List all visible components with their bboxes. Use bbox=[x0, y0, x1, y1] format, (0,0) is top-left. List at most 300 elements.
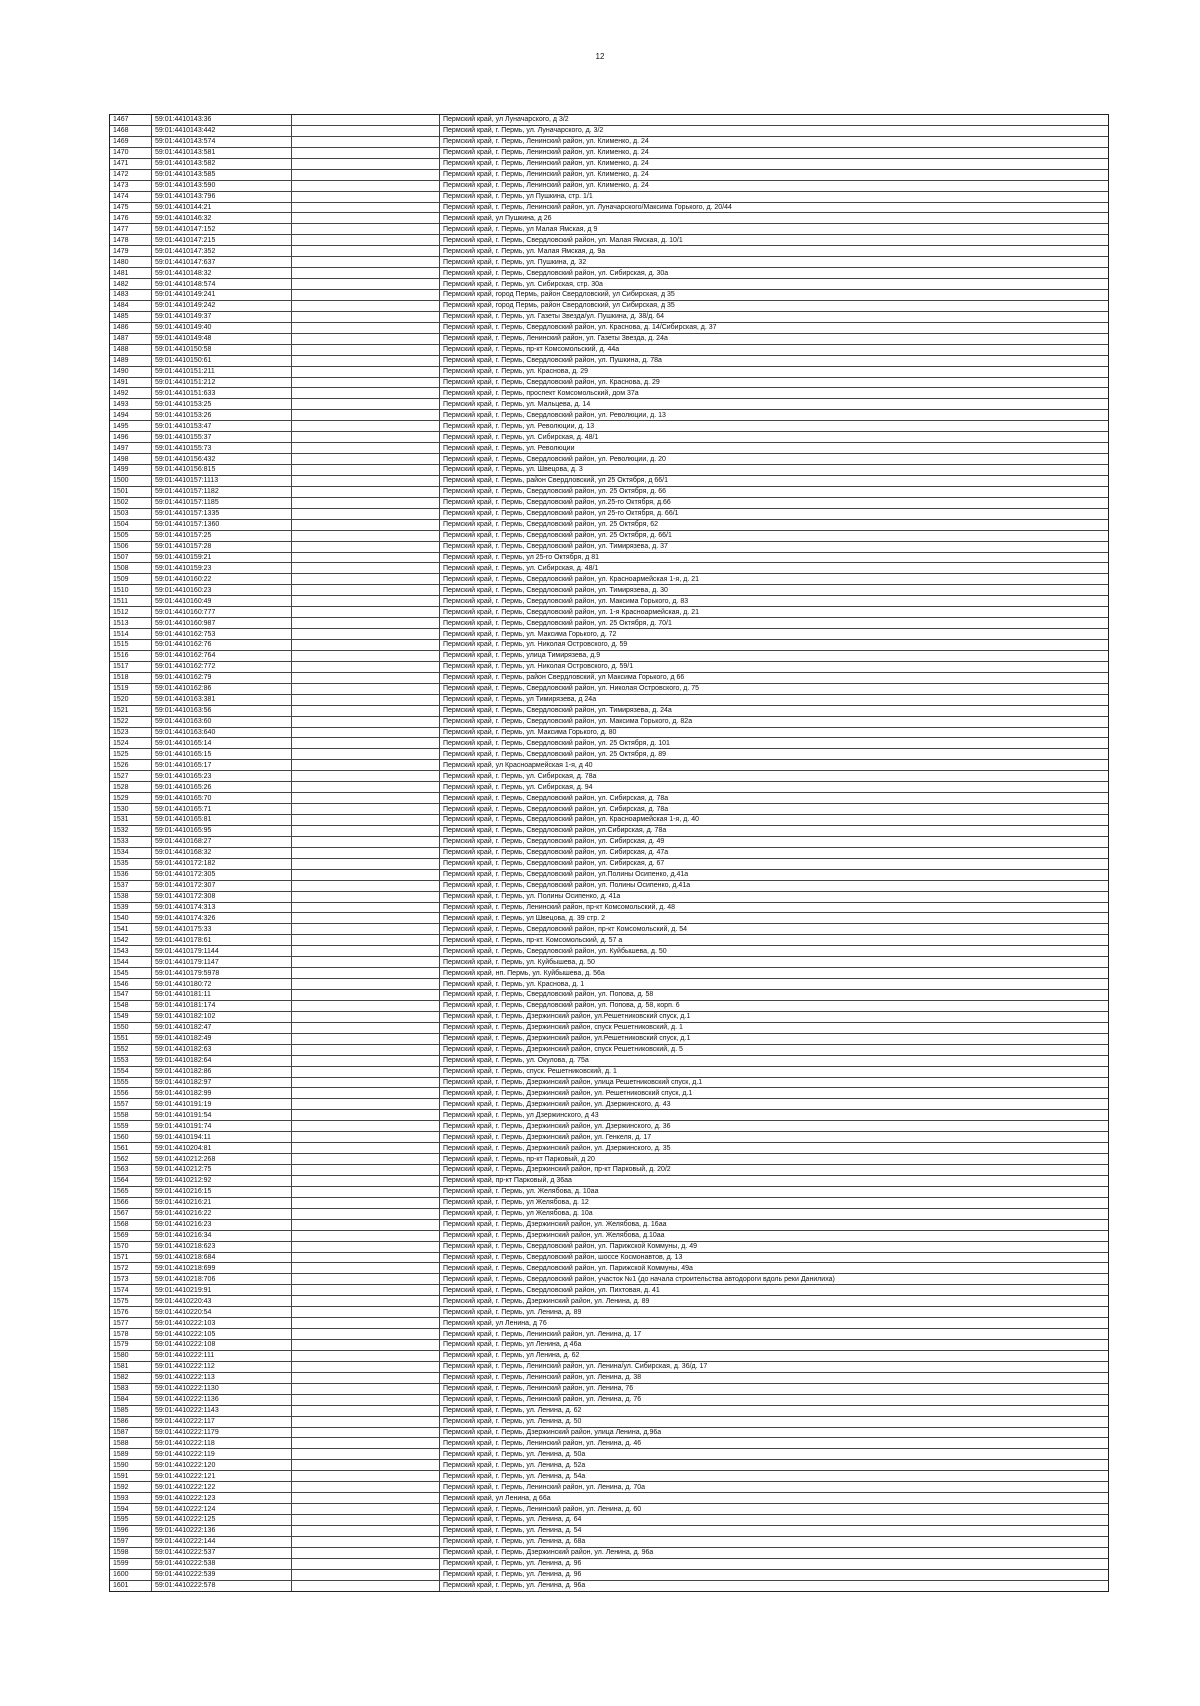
table-row bbox=[110, 1351, 1108, 1362]
row-number-cell: 1473 bbox=[110, 181, 152, 191]
cadastral-number-cell: 59:01:4410151:211 bbox=[152, 367, 292, 377]
row-number-cell: 1533 bbox=[110, 837, 152, 847]
cadastral-number-cell: 59:01:4410162:86 bbox=[152, 684, 292, 694]
cadastral-number-cell: 59:01:4410146:32 bbox=[152, 213, 292, 223]
cadastral-number-cell: 59:01:4410149:241 bbox=[152, 290, 292, 300]
cadastral-number-cell: 59:01:4410165:81 bbox=[152, 815, 292, 825]
cadastral-number-cell: 59:01:4410182:99 bbox=[152, 1088, 292, 1098]
address-cell: Пермский край, г. Пермь, Свердловский район, ул. Сибирская, д. 67 bbox=[443, 860, 665, 868]
empty-cell bbox=[292, 924, 440, 934]
empty-cell bbox=[292, 618, 440, 628]
row-number-cell: 1491 bbox=[110, 378, 152, 388]
address-cell: Пермский край, г. Пермь, Свердловский район, ул. Николая Островского, д. 75 bbox=[443, 685, 700, 693]
empty-cell bbox=[292, 367, 440, 377]
row-number-cell: 1596 bbox=[110, 1526, 152, 1536]
empty-cell bbox=[292, 224, 440, 234]
cadastral-number-cell: 59:01:4410220:43 bbox=[152, 1296, 292, 1306]
table-row bbox=[110, 1067, 1108, 1078]
address-cell: Пермский край, г. Пермь, Дзержинский район, ул.Решетниковский спуск, д.1 bbox=[443, 1013, 691, 1021]
empty-cell bbox=[292, 213, 440, 223]
row-number-cell: 1512 bbox=[110, 607, 152, 617]
empty-cell bbox=[292, 979, 440, 989]
empty-cell bbox=[292, 1056, 440, 1066]
empty-cell bbox=[292, 1253, 440, 1263]
cadastral-number-cell: 59:01:4410219:91 bbox=[152, 1285, 292, 1295]
cadastral-number-cell: 59:01:4410204:81 bbox=[152, 1143, 292, 1153]
row-number-cell: 1496 bbox=[110, 432, 152, 442]
cadastral-number-cell: 59:01:4410222:578 bbox=[152, 1581, 292, 1591]
row-number-cell: 1514 bbox=[110, 629, 152, 639]
empty-cell bbox=[292, 388, 440, 398]
page-number: 12 bbox=[595, 52, 605, 61]
table-row bbox=[110, 1438, 1108, 1449]
address-cell: Пермский край, пр-кт Парковый, д 36аа bbox=[443, 1177, 572, 1185]
table-row bbox=[110, 301, 1108, 312]
address-cell: Пермский край, г. Пермь, Ленинский район, ул. Ленина, д. 70а bbox=[443, 1483, 646, 1491]
cadastral-number-cell: 59:01:4410222:136 bbox=[152, 1526, 292, 1536]
row-number-cell: 1555 bbox=[110, 1078, 152, 1088]
empty-cell bbox=[292, 137, 440, 147]
table-row bbox=[110, 968, 1108, 979]
address-cell: Пермский край, г. Пермь, Свердловский район, ул. 25 Октября, д. 101 bbox=[443, 739, 670, 747]
table-row bbox=[110, 651, 1108, 662]
cadastral-number-cell: 59:01:4410163:381 bbox=[152, 695, 292, 705]
row-number-cell: 1499 bbox=[110, 465, 152, 475]
row-number-cell: 1492 bbox=[110, 388, 152, 398]
empty-cell bbox=[292, 837, 440, 847]
cadastral-number-cell: 59:01:4410148:32 bbox=[152, 268, 292, 278]
table-row bbox=[110, 1110, 1108, 1121]
table-row bbox=[110, 1253, 1108, 1264]
cadastral-number-cell: 59:01:4410151:633 bbox=[152, 388, 292, 398]
empty-cell bbox=[292, 115, 440, 125]
address-cell: Пермский край, г. Пермь, Свердловский район, ул. 25 Октября, д. 66/1 bbox=[443, 532, 672, 540]
row-number-cell: 1592 bbox=[110, 1482, 152, 1492]
row-number-cell: 1526 bbox=[110, 760, 152, 770]
row-number-cell: 1476 bbox=[110, 213, 152, 223]
table-row bbox=[110, 268, 1108, 279]
row-number-cell: 1535 bbox=[110, 859, 152, 869]
cadastral-number-cell: 59:01:4410212:268 bbox=[152, 1154, 292, 1164]
address-cell: Пермский край, г. Пермь, Свердловский район, ул. Красноармейская 1-я, д. 40 bbox=[443, 816, 699, 824]
cadastral-number-cell: 59:01:4410218:699 bbox=[152, 1263, 292, 1273]
table-row bbox=[110, 312, 1108, 323]
address-cell: Пермский край, ул Ленина, д 76 bbox=[443, 1319, 547, 1327]
table-row bbox=[110, 618, 1108, 629]
empty-cell bbox=[292, 815, 440, 825]
cadastral-number-cell: 59:01:4410153:26 bbox=[152, 410, 292, 420]
table-row bbox=[110, 1570, 1108, 1581]
row-number-cell: 1481 bbox=[110, 268, 152, 278]
address-cell: Пермский край, г. Пермь, Ленинский район, ул. Клименко, д. 24 bbox=[443, 149, 649, 157]
address-cell: Пермский край, г. Пермь, Свердловский район, ул. Революции, д. 20 bbox=[443, 455, 666, 463]
row-number-cell: 1569 bbox=[110, 1231, 152, 1241]
table-row bbox=[110, 509, 1108, 520]
table-row bbox=[110, 815, 1108, 826]
empty-cell bbox=[292, 356, 440, 366]
empty-cell bbox=[292, 684, 440, 694]
empty-cell bbox=[292, 312, 440, 322]
address-cell: Пермский край, г. Пермь, ул. Куйбышева, д. 50 bbox=[443, 958, 595, 966]
address-cell: Пермский край, г. Пермь, ул. Ленина, д. 54 bbox=[443, 1527, 582, 1535]
cadastral-number-cell: 59:01:4410157:28 bbox=[152, 542, 292, 552]
empty-cell bbox=[292, 410, 440, 420]
empty-cell bbox=[292, 1515, 440, 1525]
address-cell: Пермский край, г. Пермь, Ленинский район, ул. Клименко, д. 24 bbox=[443, 171, 649, 179]
empty-cell bbox=[292, 782, 440, 792]
cadastral-number-cell: 59:01:4410168:27 bbox=[152, 837, 292, 847]
address-cell: Пермский край, г. Пермь, ул. Ленина, д. 96 bbox=[443, 1560, 582, 1568]
row-number-cell: 1600 bbox=[110, 1570, 152, 1580]
cadastral-number-cell: 59:01:4410218:684 bbox=[152, 1253, 292, 1263]
table-row bbox=[110, 1329, 1108, 1340]
empty-cell bbox=[292, 235, 440, 245]
address-cell: Пермский край, г. Пермь, ул. Революции bbox=[443, 444, 575, 452]
address-cell: Пермский край, г. Пермь, ул. Ленина, д. 54а bbox=[443, 1472, 586, 1480]
empty-cell bbox=[292, 1417, 440, 1427]
row-number-cell: 1495 bbox=[110, 421, 152, 431]
address-cell: Пермский край, г. Пермь, ул. Сибирская, д. 78а bbox=[443, 772, 597, 780]
empty-cell bbox=[292, 1406, 440, 1416]
table-row bbox=[110, 170, 1108, 181]
row-number-cell: 1516 bbox=[110, 651, 152, 661]
address-cell: Пермский край, г. Пермь, Дзержинский район, ул. Желябова, д.10аа bbox=[443, 1232, 665, 1240]
cadastral-number-cell: 59:01:4410159:21 bbox=[152, 553, 292, 563]
table-row bbox=[110, 1307, 1108, 1318]
cadastral-number-cell: 59:01:4410212:75 bbox=[152, 1165, 292, 1175]
table-row bbox=[110, 585, 1108, 596]
empty-cell bbox=[292, 465, 440, 475]
address-cell: Пермский край, г. Пермь, ул. Николая Островского, д. 59/1 bbox=[443, 663, 634, 671]
table-row bbox=[110, 629, 1108, 640]
row-number-cell: 1577 bbox=[110, 1318, 152, 1328]
row-number-cell: 1552 bbox=[110, 1045, 152, 1055]
empty-cell bbox=[292, 640, 440, 650]
table-row bbox=[110, 246, 1108, 257]
address-cell: Пермский край, г. Пермь, ул. Луначарского, д. 3/2 bbox=[443, 127, 604, 135]
cadastral-number-cell: 59:01:4410222:538 bbox=[152, 1559, 292, 1569]
table-row bbox=[110, 782, 1108, 793]
row-number-cell: 1580 bbox=[110, 1351, 152, 1361]
cadastral-number-cell: 59:01:4410222:108 bbox=[152, 1340, 292, 1350]
row-number-cell: 1484 bbox=[110, 301, 152, 311]
row-number-cell: 1475 bbox=[110, 203, 152, 213]
cadastral-number-cell: 59:01:4410172:307 bbox=[152, 881, 292, 891]
cadastral-number-cell: 59:01:4410163:56 bbox=[152, 706, 292, 716]
cadastral-number-cell: 59:01:4410222:1143 bbox=[152, 1406, 292, 1416]
row-number-cell: 1517 bbox=[110, 662, 152, 672]
empty-cell bbox=[292, 717, 440, 727]
row-number-cell: 1576 bbox=[110, 1307, 152, 1317]
address-cell: Пермский край, ул Пушкина, д 26 bbox=[443, 214, 552, 222]
empty-cell bbox=[292, 126, 440, 136]
table-row bbox=[110, 126, 1108, 137]
empty-cell bbox=[292, 498, 440, 508]
table-row bbox=[110, 257, 1108, 268]
row-number-cell: 1510 bbox=[110, 585, 152, 595]
row-number-cell: 1486 bbox=[110, 323, 152, 333]
cadastral-number-cell: 59:01:4410216:34 bbox=[152, 1231, 292, 1241]
empty-cell bbox=[292, 651, 440, 661]
table-row bbox=[110, 487, 1108, 498]
cadastral-number-cell: 59:01:4410163:60 bbox=[152, 717, 292, 727]
address-cell: Пермский край, г. Пермь, Свердловский район, ул. Полины Осипенко, д.41а bbox=[443, 882, 691, 890]
cadastral-number-cell: 59:01:4410149:40 bbox=[152, 323, 292, 333]
row-number-cell: 1525 bbox=[110, 749, 152, 759]
address-cell: Пермский край, г. Пермь, Ленинский район, ул. Ленина, 76 bbox=[443, 1385, 634, 1393]
cadastral-number-cell: 59:01:4410157:1360 bbox=[152, 520, 292, 530]
row-number-cell: 1578 bbox=[110, 1329, 152, 1339]
table-row bbox=[110, 378, 1108, 389]
table-row bbox=[110, 848, 1108, 859]
cadastral-number-cell: 59:01:4410182:102 bbox=[152, 1012, 292, 1022]
row-number-cell: 1595 bbox=[110, 1515, 152, 1525]
empty-cell bbox=[292, 706, 440, 716]
empty-cell bbox=[292, 1001, 440, 1011]
row-number-cell: 1519 bbox=[110, 684, 152, 694]
address-cell: Пермский край, г. Пермь, Дзержинский район, ул. Ленина, д. 89 bbox=[443, 1297, 650, 1305]
address-cell: Пермский край, г. Пермь, ул. Желябова, д. 10аа bbox=[443, 1188, 599, 1196]
address-cell: Пермский край, г. Пермь, Ленинский район, ул. Клименко, д. 24 bbox=[443, 138, 649, 146]
row-number-cell: 1477 bbox=[110, 224, 152, 234]
address-cell: Пермский край, г. Пермь, Ленинский район, ул. Ленина, д. 38 bbox=[443, 1374, 642, 1382]
row-number-cell: 1589 bbox=[110, 1449, 152, 1459]
cadastral-number-cell: 59:01:4410216:21 bbox=[152, 1198, 292, 1208]
row-number-cell: 1485 bbox=[110, 312, 152, 322]
cadastral-number-cell: 59:01:4410191:19 bbox=[152, 1099, 292, 1109]
row-number-cell: 1559 bbox=[110, 1121, 152, 1131]
table-row bbox=[110, 345, 1108, 356]
table-row bbox=[110, 1526, 1108, 1537]
empty-cell bbox=[292, 662, 440, 672]
row-number-cell: 1594 bbox=[110, 1504, 152, 1514]
address-cell: Пермский край, г. Пермь, ул. Ленина, д. 50а bbox=[443, 1450, 586, 1458]
table-row bbox=[110, 1318, 1108, 1329]
row-number-cell: 1534 bbox=[110, 848, 152, 858]
address-cell: Пермский край, г. Пермь, ул. Полины Осипенко, д. 41а bbox=[443, 893, 621, 901]
cadastral-number-cell: 59:01:4410147:637 bbox=[152, 257, 292, 267]
cadastral-number-cell: 59:01:4410222:112 bbox=[152, 1362, 292, 1372]
row-number-cell: 1566 bbox=[110, 1198, 152, 1208]
empty-cell bbox=[292, 542, 440, 552]
address-cell: Пермский край, г. Пермь, Свердловский район, ул. Парижской Коммуны, 49а bbox=[443, 1264, 693, 1272]
table-row bbox=[110, 1493, 1108, 1504]
empty-cell bbox=[292, 148, 440, 158]
table-row bbox=[110, 181, 1108, 192]
table-row bbox=[110, 749, 1108, 760]
empty-cell bbox=[292, 1242, 440, 1252]
cadastral-number-cell: 59:01:4410182:49 bbox=[152, 1034, 292, 1044]
row-number-cell: 1489 bbox=[110, 356, 152, 366]
address-cell: Пермский край, г. Пермь, ул. Ленина, д. 50 bbox=[443, 1418, 582, 1426]
address-cell: Пермский край, г. Пермь, ул. Мальцева, д. 14 bbox=[443, 400, 591, 408]
row-number-cell: 1558 bbox=[110, 1110, 152, 1120]
empty-cell bbox=[292, 279, 440, 289]
cadastral-number-cell: 59:01:4410182:97 bbox=[152, 1078, 292, 1088]
empty-cell bbox=[292, 793, 440, 803]
table-row bbox=[110, 870, 1108, 881]
row-number-cell: 1474 bbox=[110, 192, 152, 202]
address-cell: Пермский край, г. Пермь, Ленинский район, ул. Луначарского/Максима Горького, д. 20/44 bbox=[443, 203, 732, 211]
table-row bbox=[110, 1537, 1108, 1548]
empty-cell bbox=[292, 1537, 440, 1547]
row-number-cell: 1536 bbox=[110, 870, 152, 880]
row-number-cell: 1532 bbox=[110, 826, 152, 836]
empty-cell bbox=[292, 159, 440, 169]
cadastral-number-cell: 59:01:4410147:152 bbox=[152, 224, 292, 234]
empty-cell bbox=[292, 1045, 440, 1055]
cadastral-number-cell: 59:01:4410174:326 bbox=[152, 913, 292, 923]
row-number-cell: 1488 bbox=[110, 345, 152, 355]
table-row bbox=[110, 1548, 1108, 1559]
row-number-cell: 1482 bbox=[110, 279, 152, 289]
cadastral-number-cell: 59:01:4410172:182 bbox=[152, 859, 292, 869]
address-cell: Пермский край, г. Пермь, ул. Пушкина, д. 32 bbox=[443, 258, 587, 266]
cadastral-number-cell: 59:01:4410172:308 bbox=[152, 892, 292, 902]
table-row bbox=[110, 553, 1108, 564]
cadastral-number-cell: 59:01:4410147:215 bbox=[152, 235, 292, 245]
address-cell: Пермский край, г. Пермь, Свердловский район, шоссе Космонавтов, д. 13 bbox=[443, 1253, 683, 1261]
table-row bbox=[110, 957, 1108, 968]
row-number-cell: 1541 bbox=[110, 924, 152, 934]
empty-cell bbox=[292, 903, 440, 913]
row-number-cell: 1572 bbox=[110, 1263, 152, 1273]
empty-cell bbox=[292, 1099, 440, 1109]
address-cell: Пермский край, г. Пермь, ул Швецова, д. 39 стр. 2 bbox=[443, 914, 606, 922]
table-row bbox=[110, 399, 1108, 410]
cadastral-number-cell: 59:01:4410222:111 bbox=[152, 1351, 292, 1361]
row-number-cell: 1521 bbox=[110, 706, 152, 716]
cadastral-number-cell: 59:01:4410191:54 bbox=[152, 1110, 292, 1120]
table-row bbox=[110, 793, 1108, 804]
empty-cell bbox=[292, 738, 440, 748]
cadastral-number-cell: 59:01:4410222:123 bbox=[152, 1493, 292, 1503]
cadastral-number-cell: 59:01:4410182:47 bbox=[152, 1023, 292, 1033]
row-number-cell: 1506 bbox=[110, 542, 152, 552]
row-number-cell: 1587 bbox=[110, 1428, 152, 1438]
empty-cell bbox=[292, 1187, 440, 1197]
table-row bbox=[110, 1384, 1108, 1395]
row-number-cell: 1545 bbox=[110, 968, 152, 978]
table-row bbox=[110, 542, 1108, 553]
cadastral-number-cell: 59:01:4410165:17 bbox=[152, 760, 292, 770]
table-row bbox=[110, 465, 1108, 476]
table-row bbox=[110, 607, 1108, 618]
cadastral-number-cell: 59:01:4410179:1144 bbox=[152, 946, 292, 956]
empty-cell bbox=[292, 334, 440, 344]
row-number-cell: 1542 bbox=[110, 935, 152, 945]
table-row bbox=[110, 159, 1108, 170]
address-cell: Пермский край, г. Пермь, ул 25-го Октября, д 81 bbox=[443, 553, 599, 561]
cadastral-number-cell: 59:01:4410172:305 bbox=[152, 870, 292, 880]
row-number-cell: 1547 bbox=[110, 990, 152, 1000]
address-cell: Пермский край, г. Пермь, ул. Максима Горького, д. 80 bbox=[443, 728, 617, 736]
address-cell: Пермский край, г. Пермь, Свердловский район, ул. Малая Ямская, д. 10/1 bbox=[443, 236, 683, 244]
empty-cell bbox=[292, 520, 440, 530]
cadastral-number-cell: 59:01:4410148:574 bbox=[152, 279, 292, 289]
cadastral-number-cell: 59:01:4410165:26 bbox=[152, 782, 292, 792]
row-number-cell: 1520 bbox=[110, 695, 152, 705]
cadastral-number-cell: 59:01:4410165:71 bbox=[152, 804, 292, 814]
cadastral-number-cell: 59:01:4410149:48 bbox=[152, 334, 292, 344]
address-cell: Пермский край, г. Пермь, Свердловский район, ул. 25 Октября, д. 70/1 bbox=[443, 619, 672, 627]
cadastral-number-cell: 59:01:4410216:15 bbox=[152, 1187, 292, 1197]
table-row bbox=[110, 421, 1108, 432]
row-number-cell: 1478 bbox=[110, 235, 152, 245]
row-number-cell: 1518 bbox=[110, 673, 152, 683]
address-cell: Пермский край, г. Пермь, ул. Ленина, д. 96а bbox=[443, 1582, 586, 1590]
table-row bbox=[110, 235, 1108, 246]
cadastral-number-cell: 59:01:4410178:61 bbox=[152, 935, 292, 945]
address-cell: Пермский край, г. Пермь, Дзержинский район, улица Ленина, д.96а bbox=[443, 1428, 662, 1436]
address-cell: Пермский край, г. Пермь, Свердловский район, ул. Парижской Коммуны, д. 49 bbox=[443, 1243, 697, 1251]
row-number-cell: 1582 bbox=[110, 1373, 152, 1383]
table-row bbox=[110, 1274, 1108, 1285]
cadastral-number-cell: 59:01:4410159:23 bbox=[152, 563, 292, 573]
cadastral-number-cell: 59:01:4410157:25 bbox=[152, 531, 292, 541]
empty-cell bbox=[292, 771, 440, 781]
address-cell: Пермский край, г. Пермь, Ленинский район, ул. Ленина/ул. Сибирская, д. 36/д. 17 bbox=[443, 1363, 708, 1371]
empty-cell bbox=[292, 859, 440, 869]
table-row bbox=[110, 334, 1108, 345]
address-cell: Пермский край, г. Пермь, Свердловский район, ул. Попова, д. 58, корп. 6 bbox=[443, 1002, 680, 1010]
address-cell: Пермский край, г. Пермь, Дзержинский район, спуск Решетниковский, д. 1 bbox=[443, 1024, 683, 1032]
address-cell: Пермский край, г. Пермь, Дзержинский район, ул. Дзержинского, д. 36 bbox=[443, 1122, 671, 1130]
table-row bbox=[110, 1220, 1108, 1231]
cadastral-number-cell: 59:01:4410157:1182 bbox=[152, 487, 292, 497]
empty-cell bbox=[292, 1307, 440, 1317]
address-cell: Пермский край, г. Пермь, Свердловский район, ул. Максима Горького, д. 82а bbox=[443, 718, 693, 726]
cadastral-number-cell: 59:01:4410181:11 bbox=[152, 990, 292, 1000]
address-cell: Пермский край, г. Пермь, Свердловский район, ул. Тимирязева, д. 30 bbox=[443, 586, 668, 594]
row-number-cell: 1554 bbox=[110, 1067, 152, 1077]
empty-cell bbox=[292, 848, 440, 858]
table-row bbox=[110, 1121, 1108, 1132]
address-cell: Пермский край, г. Пермь, ул. Сибирская, д. 48/1 bbox=[443, 433, 599, 441]
table-row bbox=[110, 356, 1108, 367]
row-number-cell: 1551 bbox=[110, 1034, 152, 1044]
table-row bbox=[110, 935, 1108, 946]
address-cell: Пермский край, г. Пермь, ул Желябова, д. 10а bbox=[443, 1210, 593, 1218]
row-number-cell: 1467 bbox=[110, 115, 152, 125]
row-number-cell: 1553 bbox=[110, 1056, 152, 1066]
row-number-cell: 1565 bbox=[110, 1187, 152, 1197]
address-cell: Пермский край, г. Пермь, Дзержинский район, ул. Ленина, д. 96а bbox=[443, 1549, 654, 1557]
row-number-cell: 1585 bbox=[110, 1406, 152, 1416]
row-number-cell: 1571 bbox=[110, 1253, 152, 1263]
empty-cell bbox=[292, 1165, 440, 1175]
cadastral-number-cell: 59:01:4410143:590 bbox=[152, 181, 292, 191]
empty-cell bbox=[292, 1438, 440, 1448]
empty-cell bbox=[292, 1526, 440, 1536]
cadastral-number-cell: 59:01:4410160:22 bbox=[152, 574, 292, 584]
empty-cell bbox=[292, 301, 440, 311]
table-row bbox=[110, 1154, 1108, 1165]
row-number-cell: 1527 bbox=[110, 771, 152, 781]
cadastral-number-cell: 59:01:4410143:442 bbox=[152, 126, 292, 136]
address-cell: Пермский край, г. Пермь, ул. Сибирская, д. 48/1 bbox=[443, 564, 599, 572]
row-number-cell: 1502 bbox=[110, 498, 152, 508]
table-row bbox=[110, 738, 1108, 749]
address-cell: Пермский край, г. Пермь, Дзержинский район, ул. Генкеля, д. 17 bbox=[443, 1133, 652, 1141]
empty-cell bbox=[292, 1384, 440, 1394]
row-number-cell: 1509 bbox=[110, 574, 152, 584]
cadastral-number-cell: 59:01:4410149:242 bbox=[152, 301, 292, 311]
row-number-cell: 1479 bbox=[110, 246, 152, 256]
empty-cell bbox=[292, 378, 440, 388]
cadastral-number-cell: 59:01:4410222:103 bbox=[152, 1318, 292, 1328]
address-cell: Пермский край, г. Пермь, Свердловский район, ул. Революции, д. 13 bbox=[443, 411, 666, 419]
